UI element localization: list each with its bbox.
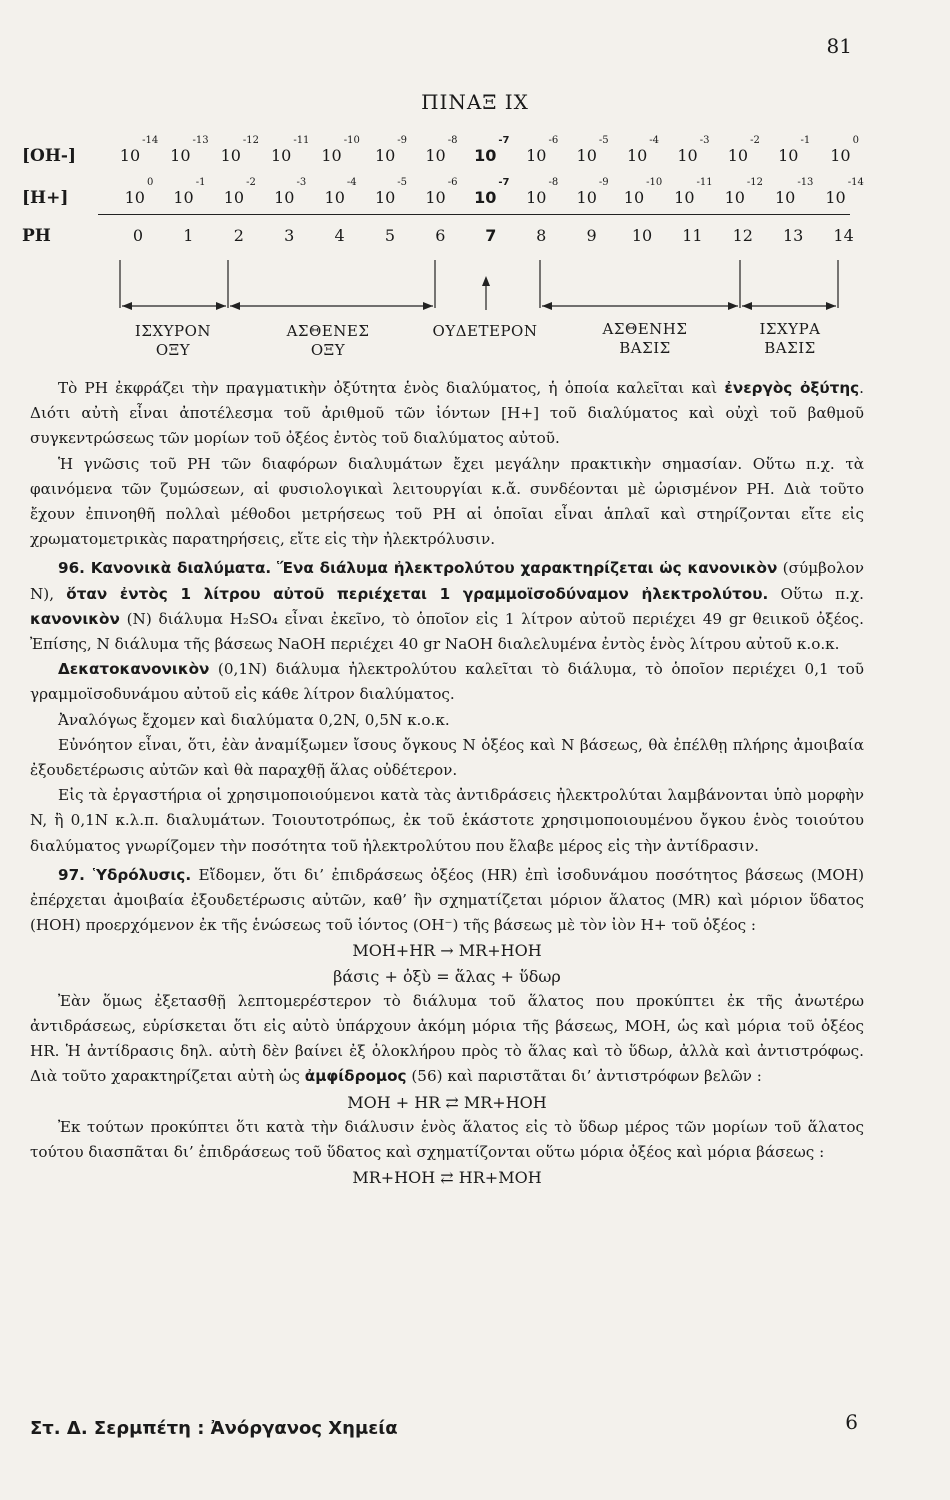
paragraph-ph-definition: Τὸ PH ἐκφράζει τὴν πραγματικὴν ὀξύτητα ἑνὸς διαλύματος, ἡ ὁποία καλεῖται καὶ ἐνεργὸς ὀξύτης. Διότι αὐτὴ εἶναι ἀποτέλεσμα τοῦ ἀριθμοῦ τῶν ἰόντων [H+] τοῦ διαλύματος καὶ οὐχὶ τοῦ βαθμοῦ συγκεντρώσεως τῶν μορίων τοῦ ὀξέος ἐντὸς τοῦ διαλύματος αὐτοῦ. [30, 379, 864, 448]
oh-concentration-cell: $10^{-13}$ [170, 134, 209, 165]
footer-author-title: Στ. Δ. Σερμπέτη : Ἀνόργανος Χημεία [30, 1418, 398, 1439]
region-weak-acid: ΑΣΘΕΝΕΣ ΟΞΥ [286, 322, 370, 359]
oh-concentration-cell: $10^{-2}$ [727, 134, 760, 165]
equation-reversible: MOH + HR ⇄ MR+HOH [347, 1092, 547, 1112]
ph-value-cell: 6 [435, 226, 446, 245]
region-neutral: ΟΥΔΕΤΕΡΟΝ [432, 322, 538, 340]
region-brackets [0, 250, 950, 330]
h-concentration-cell: $10^{-14}$ [825, 176, 864, 207]
ph-value-cell: 1 [183, 226, 194, 245]
table-title: ΠΙΝΑΞ IX [421, 90, 529, 114]
page-number: 81 [826, 34, 852, 58]
oh-concentration-cell: $10^{-12}$ [220, 134, 260, 165]
oh-concentration-cell: $10^{-5}$ [576, 134, 609, 165]
h-concentration-cell: $10^{-13}$ [774, 176, 814, 207]
region-weak-base: ΑΣΘΕΝΗΣ ΒΑΣΙΣ [602, 320, 688, 357]
paragraph-neutralization: Εὐνόητον εἶναι, ὅτι, ἐὰν ἀναμίξωμεν ἴσους ὄγκους N ὀξέος καὶ N βάσεως, θὰ ἐπέλθῃ πλήρης ἀμοιβαία ἐξουδετέρωσις αὐτῶν καὶ θὰ παραχθῇ ἅλας οὐδέτερον. [30, 735, 864, 780]
ph-value-cell: 10 [631, 226, 653, 245]
equation-neutralization: MOH+HR → MR+HOH [352, 941, 542, 961]
oh-concentration-cell: $10^{-10}$ [321, 134, 360, 165]
ph-value-cell: 0 [132, 226, 144, 245]
oh-concentration-cell: $10^{-1}$ [778, 134, 811, 165]
paragraph-decinormal: Δεκατοκανονικὸν (0,1N) διάλυμα ἠλεκτρολύτου καλεῖται τὸ διάλυμα, τὸ ὁποῖον περιέχει 0,1 τοῦ γραμμοϊσοδυνάμου αὐτοῦ εἰς κάθε λίτρον διαλύματος. [30, 660, 864, 704]
oh-concentration-cell: $10^{-4}$ [626, 134, 660, 165]
h-concentration-cell: $10^{-12}$ [724, 176, 764, 207]
oh-concentration-cell: $10^{-8}$ [425, 134, 458, 165]
section-97-heading: 97. Ὑδρόλυσις. [58, 865, 192, 884]
h-concentration-cell: $10^{-9}$ [576, 176, 609, 207]
ph-value-cell: 14 [833, 226, 854, 245]
footer-signature: 6 [845, 1410, 858, 1434]
ph-value-cell: 3 [284, 226, 295, 245]
region-strong-base: ΙΣΧΥΡΑ ΒΑΣΙΣ [759, 320, 821, 357]
table-rule [98, 214, 850, 215]
h-concentration-cell: $10^{-1}$ [173, 176, 206, 207]
ph-label: PH [22, 226, 51, 246]
oh-concentration-cell: $10^{-7}$ [474, 134, 510, 165]
paragraph-laboratory: Εἰς τὰ ἐργαστήρια οἱ χρησιμοποιούμενοι κατὰ τὰς ἀντιδράσεις ἠλεκτρολύται λαμβάνονται ὑπὸ μορφὴν N, ἢ 0,1N κ.λ.π. διαλυμάτων. Τοιουτοτρόπως, ἐκ τοῦ ἑκάστοτε χρησιμοποιουμένου ὄγκου ἑνὸς τοιούτου διαλύματος γνωρίζομεν τὴν ποσότητα τοῦ ἠλεκτρολύτου που ἔλαβε μέρος εἰς τὴν ἀντίδρασιν. [30, 786, 864, 855]
h-concentration-cell: $10^{-4}$ [324, 176, 357, 207]
equation-hydrolysis: MR+HOH ⇄ HR+MOH [352, 1168, 542, 1188]
h-concentration-cell: $10^0$ [124, 176, 154, 207]
paragraph-ph-importance: Ἡ γνῶσις τοῦ PH τῶν διαφόρων διαλυμάτων ἔχει μεγάλην πρακτικὴν σημασίαν. Οὕτω π.χ. τὰ φαινόμενα τῶν ζυμώσεων, αἱ φυσιολογικαὶ λειτουργίαι κ.ἄ. συνδέονται μὲ ὡρισμένον PH. Διὰ τοῦτο ἔχουν ἐπινοηθῆ πολλαὶ μέθοδοι μετρήσεως τοῦ PH αἱ ὁποῖαι εἶναι ἁπλαῖ καὶ στηρίζονται εἴτε εἰς χρωματομετρικὰς παρατηρήσεις, εἴτε εἰς τὴν ἠλεκτρόλυσιν. [30, 454, 864, 549]
h-concentration-cell: $10^{-7}$ [474, 176, 510, 207]
ph-row [22, 220, 852, 250]
ph-value-cell: 4 [334, 226, 345, 245]
oh-concentration-cell: $10^0$ [830, 134, 859, 165]
paragraph-analogous: Ἀναλόγως ἔχομεν καὶ διαλύματα 0,2N, 0,5N κ.ο.κ. [58, 710, 450, 729]
paragraph-reversible: Ἐὰν ὅμως ἐξετασθῇ λεπτομερέστερον τὸ διάλυμα τοῦ ἅλατος που προκύπτει ἐκ τῆς ἀνωτέρω ἀντιδράσεως, εὑρίσκεται ὅτι εἰς αὐτὸ ὑπάρχουν ἀκόμη μόρια τῆς βάσεως, MOH, ὡς καὶ μόρια τοῦ ὀξέος HR. Ἡ ἀντίδρασις δηλ. αὐτὴ δὲν βαίνει ἐξ ὁλοκλήρου πρὸς τὸ ἅλας καὶ τὸ ὕδωρ, ἀλλὰ καὶ ἀντιστρόφως. Διὰ τοῦτο χαρακτηρίζεται αὐτὴ ὡς ἀμφίδρομος (56) καὶ παριστᾶται δι’ ἀντιστρόφων βελῶν : [30, 991, 864, 1086]
oh-concentration-cell: $10^{-3}$ [677, 134, 710, 165]
h-label: [H+] [22, 188, 69, 208]
region-strong-acid: ΙΣΧΥΡΟΝ ΟΞΥ [134, 322, 212, 359]
oh-concentration-cell: $10^{-9}$ [374, 134, 408, 165]
h-concentration-cell: $10^{-10}$ [623, 176, 663, 207]
ph-value-cell: 8 [536, 226, 547, 245]
ph-value-cell: 11 [682, 226, 703, 245]
oh-row [22, 134, 859, 170]
equation-words: βάσις + ὀξὺ = ἅλας + ὕδωρ [333, 966, 561, 986]
oh-concentration-cell: $10^{-6}$ [526, 134, 559, 165]
h-concentration-cell: $10^{-6}$ [425, 176, 458, 207]
oh-concentration-cell: $10^{-14}$ [119, 134, 159, 165]
section-97: 97. Ὑδρόλυσις. Εἴδομεν, ὅτι δι’ ἐπιδράσεως ὀξέος (HR) ἐπὶ ἰσοδυνάμου ποσότητος βάσεως (MOH) ἐπέρχεται ἀμοιβαία ἐξουδετέρωσις αὐτῶν, καθ’ ἣν σχηματίζεται μόριον ἅλατος (MR) καὶ μόριον ὕδατος (HOH) προερχόμενον ἐκ τῆς ἑνώσεως τοῦ ἰόντος (OH⁻) τῆς βάσεως μὲ τὸν ἰὸν H+ τοῦ ὀξέος : [30, 865, 864, 935]
paragraph-hydrolysis: Ἐκ τούτων προκύπτει ὅτι κατὰ τὴν διάλυσιν ἑνὸς ἅλατος εἰς τὸ ὕδωρ μέρος τῶν μορίων τοῦ ἅλατος τούτου διασπᾶται δι’ ἐπιδράσεως τοῦ ὕδατος καὶ σχηματίζονται οὕτω μόρια ὀξέος καὶ μόρια βάσεως : [30, 1117, 864, 1162]
ph-value-cell: 2 [233, 226, 244, 245]
h-row [22, 176, 864, 212]
h-concentration-cell: $10^{-8}$ [526, 176, 559, 207]
h-concentration-cell: $10^{-11}$ [674, 176, 713, 207]
h-concentration-cell: $10^{-3}$ [274, 176, 307, 207]
ph-value-cell: 7 [485, 226, 497, 245]
ph-value-cell: 5 [384, 226, 396, 245]
ph-value-cell: 13 [783, 226, 804, 245]
h-concentration-cell: $10^{-5}$ [374, 176, 408, 207]
oh-concentration-cell: $10^{-11}$ [270, 134, 310, 165]
h-concentration-cell: $10^{-2}$ [223, 176, 256, 207]
ph-value-cell: 9 [586, 226, 597, 245]
section-96: 96. Κανονικὰ διαλύματα. Ἕνα διάλυμα ἠλεκτρολύτου χαρακτηρίζεται ὡς κανονικὸν (σύμβολον N), ὅταν ἐντὸς 1 λίτρου αὐτοῦ περιέχεται 1 γραμμοϊσοδύναμον ἠλεκτρολύτου. Οὕτω π.χ. κανονικὸν (N) διάλυμα H₂SO₄ εἶναι ἐκεῖνο, τὸ ὁποῖον εἰς 1 λίτρον αὐτοῦ περιέχει 49 gr θειικοῦ ὀξέος. Ἐπίσης, N διάλυμα τῆς βάσεως NaOH περιέχει 40 gr NaOH διαλελυμένα ἐντὸς ἑνὸς λίτρου αὐτοῦ κ.ο.κ. [30, 559, 864, 654]
oh-label: [OH-] [22, 146, 77, 166]
ph-value-cell: 12 [732, 226, 753, 245]
body-text [30, 376, 864, 1191]
section-96-heading: 96. Κανονικὰ διαλύματα. [58, 559, 272, 578]
